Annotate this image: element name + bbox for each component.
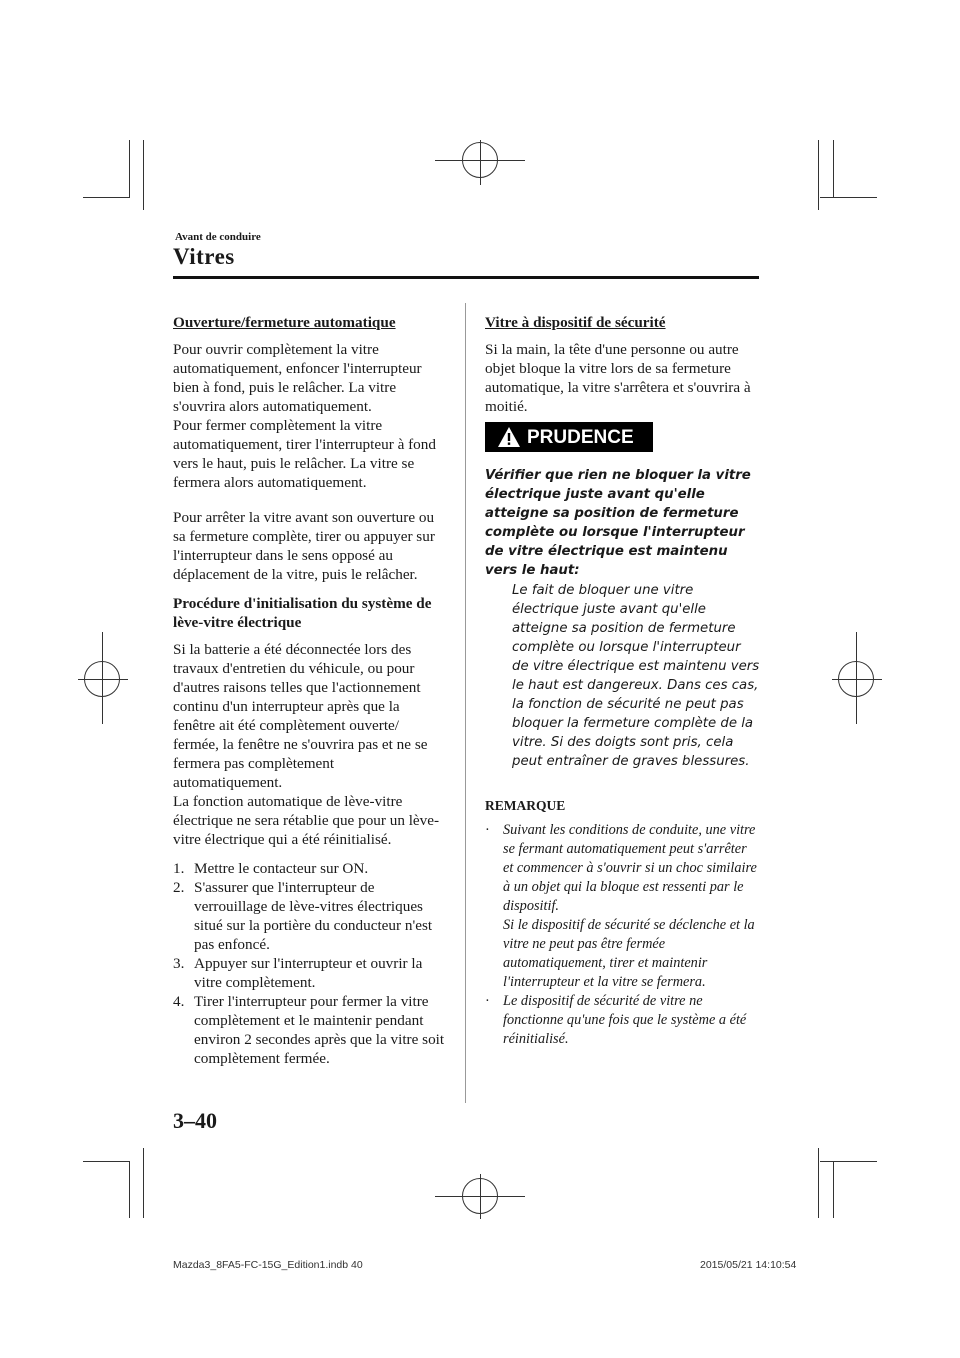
steps-list [173,859,445,1068]
column-divider [465,303,466,1103]
footer-timestamp: 2015/05/21 14:10:54 [700,1259,797,1271]
step-number: 3. [173,955,185,972]
init-paragraph-1: Si la batterie a été déconnectée lors des travaux d'entretien du véhicule, ou pour d'autres raisons telles que l'actionnement continu d'un interrupteur après que la fenêtre ait été complètement ouverte/ fermée, la fenêtre ne s'ouvrira pas et ne se fermera pas complètement automatiquement. [173,641,428,791]
step-text: Mettre le contacteur sur ON. [194,860,369,877]
step-text: Appuyer sur l'interrupteur et ouvrir la vitre complètement. [194,955,423,991]
auto-heading: Ouverture/fermeture automatique [173,314,396,331]
list-item [173,859,445,878]
safety-paragraph: Si la main, la tête d'une personne ou autre objet bloque la vitre lors de sa fermeture automatique, la vitre s'arrêtera et s'ouvrira à moitié. [485,341,751,415]
remarque-heading: REMARQUE [485,798,566,813]
caution-body: Le fait de bloquer une vitre électrique juste avant qu'elle atteigne sa position de fermeture complète ou lorsque l'interrupteur de vitre électrique est maintenu vers le haut est dangereux. Dans ces cas, la fonction de sécurité ne peut pas bloquer la fermeture complète de la vitre. Si des doigts sont pris, cela peut entraîner de graves blessures. [512,583,760,769]
list-item [173,992,445,1068]
note-text: Le dispositif de sécurité de vitre ne fonctionne qu'une fois que le système a été réinitialisé. [503,993,747,1047]
bullet-icon: · [485,822,490,838]
step-number: 2. [173,879,185,896]
safety-heading: Vitre à dispositif de sécurité [485,314,666,331]
warning-icon [497,426,521,448]
init-paragraph-2: La fonction automatique de lève-vitre électrique ne sera rétablie que pour un lève-vitre électrique qui a été réinitialisé. [173,793,440,848]
init-heading: Procédure d'initialisation du système de lève-vitre électrique [173,595,432,631]
caution-label: PRUDENCE [527,426,634,448]
note-text: Suivant les conditions de conduite, une vitre se fermant automatiquement peut s'arrêter et commencer à s'ouvrir si un choc similaire à un objet qui la bloque est ressenti par le dispositif. [503,822,757,914]
step-number: 4. [173,993,185,1010]
title-rule [173,276,759,279]
auto-paragraph-3: Pour arrêter la vitre avant son ouverture ou sa fermeture complète, tirer ou appuyer sur l'interrupteur dans le sens opposé au déplacement de la vitre, puis le relâcher. [173,509,435,583]
list-item [173,954,445,992]
footer-file: Mazda3_8FA5-FC-15G_Edition1.indb 40 [173,1259,363,1271]
step-text: S'assurer que l'interrupteur de verrouillage de lève-vitres électriques situé sur la portière du conducteur n'est pas enfoncé. [194,879,433,953]
list-item [173,878,445,954]
caution-banner [485,422,653,452]
right-column [485,313,760,1049]
list-item [485,992,760,1049]
list-item [485,821,760,992]
section-label: Avant de conduire [175,231,261,243]
step-text: Tirer l'interrupteur pour fermer la vitre complètement et le maintenir pendant environ 2 secondes après que la vitre soit complètement fermée. [194,993,445,1067]
notes-list [485,821,760,1049]
caution-heading: Vérifier que rien ne bloquer la vitre électrique juste avant qu'elle atteigne sa position de fermeture complète ou lorsque l'interrupteur de vitre électrique est maintenu vers le haut: [485,468,751,578]
bullet-icon: · [485,993,490,1009]
step-number: 1. [173,860,185,877]
page-title: Vitres [173,244,235,269]
auto-paragraph-2: Pour fermer complètement la vitre automatiquement, tirer l'interrupteur à fond vers le haut, puis le relâcher. La vitre se fermera alors automatiquement. [173,417,436,491]
auto-paragraph-1: Pour ouvrir complètement la vitre automatiquement, enfoncer l'interrupteur bien à fond, puis le relâcher. La vitre s'ouvrira alors automatiquement. [173,341,422,415]
left-column [173,313,445,1068]
note-text: Si le dispositif de sécurité se déclenche et la vitre ne peut pas être fermée automatiquement, tirer et maintenir l'interrupteur et la vitre se fermera. [503,917,755,990]
page-number: 3–40 [173,1108,217,1133]
